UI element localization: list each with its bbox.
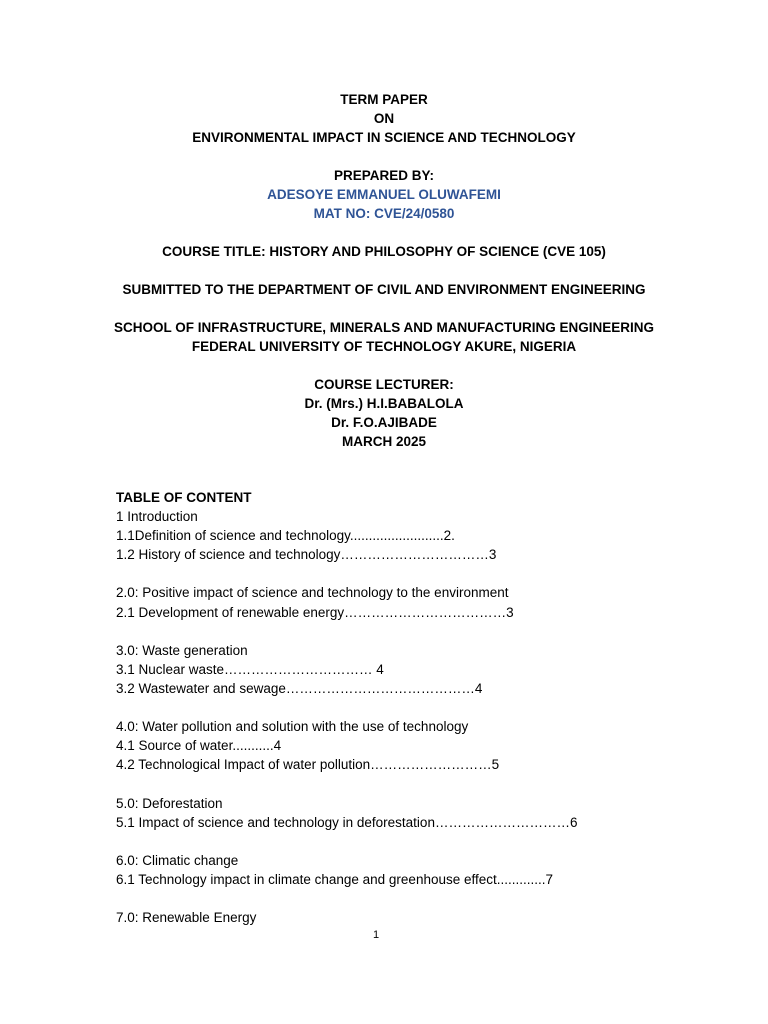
spacer (116, 564, 696, 583)
page-number: 1 (372, 929, 380, 941)
lecturer-1: Dr. (Mrs.) H.I.BABALOLA (304, 396, 464, 411)
spacer (116, 832, 696, 851)
course-title: COURSE TITLE: HISTORY AND PHILOSOPHY OF SCIENCE (CVE 105) (162, 244, 606, 259)
course-lecturer-label: COURSE LECTURER: (314, 377, 454, 392)
toc-heading: TABLE OF CONTENT (116, 490, 252, 505)
toc-entry: 2.0: Positive impact of science and technology to the environment (116, 585, 509, 601)
spacer (0, 299, 768, 318)
submission-date: MARCH 2025 (341, 434, 427, 449)
lecturer-2: Dr. F.O.AJIBADE (331, 415, 437, 430)
title-line-on: ON (373, 111, 395, 126)
toc-entry: 3.1 Nuclear waste…………………………… 4 (116, 661, 384, 677)
toc-entry: 2.1 Development of renewable energy………………………………3 (116, 604, 514, 620)
toc-entry: 4.1 Source of water...........4 (116, 738, 282, 754)
prepared-by-label: PREPARED BY: (333, 168, 434, 183)
toc-entry: 7.0: Renewable Energy (116, 910, 257, 926)
toc-entry: 5.1 Impact of science and technology in deforestation…………………………6 (116, 814, 578, 830)
cover-block (0, 90, 768, 451)
spacer (116, 622, 696, 641)
title-line-topic: ENVIRONMENTAL IMPACT IN SCIENCE AND TECHNOLOGY (192, 130, 576, 145)
toc-entry: 5.0: Deforestation (116, 795, 223, 811)
submitted-to: SUBMITTED TO THE DEPARTMENT OF CIVIL AND ENVIRONMENT ENGINEERING (122, 282, 646, 297)
toc-entry: 3.2 Wastewater and sewage……………………………………4 (116, 680, 483, 696)
spacer (116, 889, 696, 908)
spacer (0, 356, 768, 375)
toc-entry: 6.1 Technology impact in climate change and greenhouse effect.............7 (116, 871, 554, 887)
toc-entry: 4.2 Technological Impact of water pollution………………………5 (116, 757, 500, 773)
spacer (0, 147, 768, 166)
toc-entry: 1 Introduction (116, 509, 198, 525)
toc-entry: 6.0: Climatic change (116, 852, 239, 868)
author-name: ADESOYE EMMANUEL OLUWAFEMI (267, 187, 501, 202)
toc-entry: 1.2 History of science and technology……………………………3 (116, 547, 497, 563)
spacer (0, 223, 768, 242)
school-name: SCHOOL OF INFRASTRUCTURE, MINERALS AND MANUFACTURING ENGINEERING (114, 320, 654, 335)
matric-number: MAT NO: CVE/24/0580 (313, 206, 455, 221)
toc-entry: 3.0: Waste generation (116, 642, 248, 658)
table-of-content (116, 488, 696, 927)
spacer (0, 261, 768, 280)
toc-entry: 1.1Definition of science and technology.........................2. (116, 528, 455, 544)
spacer (116, 774, 696, 793)
university-name: FEDERAL UNIVERSITY OF TECHNOLOGY AKURE, NIGERIA (191, 339, 577, 354)
title-line-term-paper: TERM PAPER (340, 92, 428, 107)
toc-entry: 4.0: Water pollution and solution with the use of technology (116, 719, 469, 735)
spacer (116, 698, 696, 717)
